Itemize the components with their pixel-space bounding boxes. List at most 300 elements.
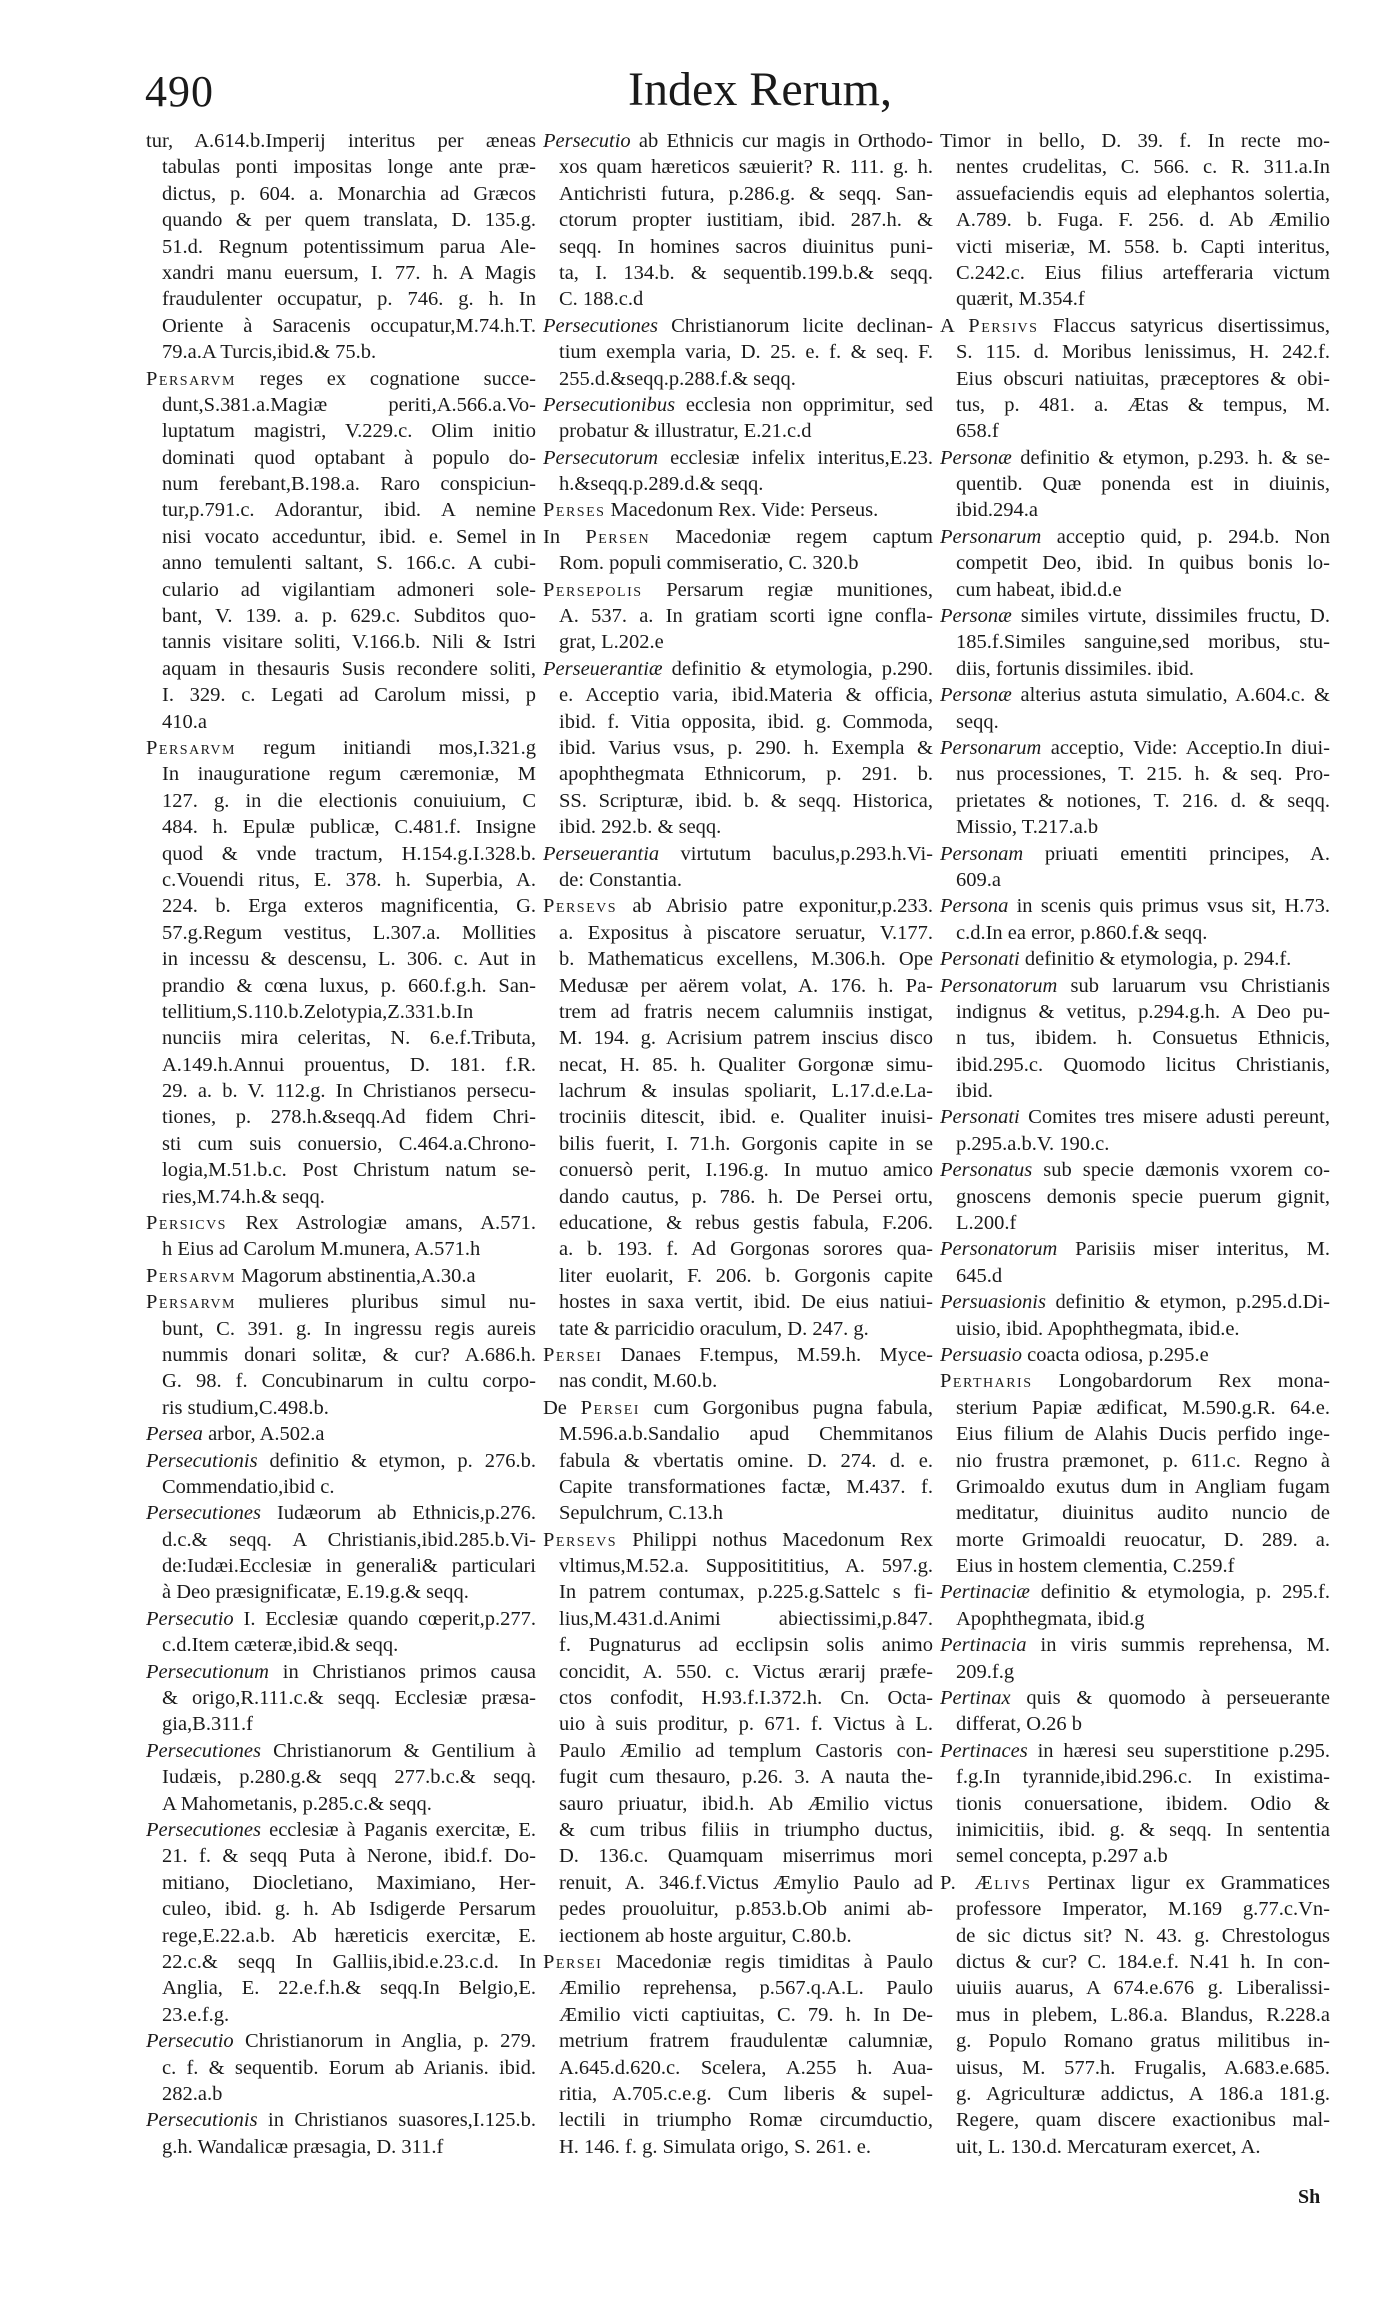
entry-text: reges ex cognatione succe- [235,367,536,390]
index-line: c.d.In ea error, p.860.f.& seqq. [956,921,1208,944]
index-entry-heading-line [543,1527,933,1553]
index-line: ta, I. 134.b. & sequentib.199.b.& seqq. [559,261,933,284]
index-line: c.Vouendi ritus, E. 378. h. Superbia, A. [162,868,536,891]
index-line: ctos confodit, H.93.f.I.372.h. Cn. Octa- [559,1687,933,1710]
index-entry-heading-line [146,735,536,761]
entry-text: definitio & etymologia, p. 294.f. [1019,948,1292,971]
index-line: p.295.a.b.V. 190.c. [956,1132,1110,1155]
index-line: fugit cum thesauro, p.26. 3. A nauta the- [559,1766,933,1789]
index-line: 609.a [956,868,1001,891]
index-line: tabulas ponti impositas longe ante præ- [162,156,536,179]
index-line: I. 329. c. Legati ad Carolum missi, p [162,684,536,707]
index-line: 21. f. & seqq Puta à Nerone, ibid.f. Do- [162,1845,536,1868]
entry-text: regum initiandi mos,I.321.g [235,736,536,759]
index-line: assuefaciendis equis ad elephantos solertia, [956,182,1330,205]
index-line: Eius in hostem clementia, C.259.f [956,1555,1235,1578]
index-entry-heading-line [543,577,933,603]
index-line: dictus, p. 604. a. Monarchia ad Græcos [162,182,536,205]
index-line: liter euolarit, F. 206. b. Gorgonis capite [559,1264,933,1287]
index-line: tium exempla varia, D. 25. e. f. & seq. F. [559,341,933,364]
index-line: C. 188.c.d [559,288,644,311]
index-line: & cum tribus filiis in triumpho ductus, [559,1819,933,1841]
index-line: bant, V. 139. a. p. 629.c. Subditos quo- [162,605,536,628]
index-line: tate & parricidio oraculum, D. 247. g. [559,1317,869,1340]
index-line: n tus, ibidem. h. Consuetus Ethnicis, [956,1027,1330,1050]
entry-text: in viris summis reprehensa, M. [1026,1634,1330,1657]
index-line: educatione, & rebus gestis fabula, F.206. [559,1212,933,1235]
index-line: nentes crudelitas, C. 566. c. R. 311.a.In [956,156,1330,179]
entry-headword: Persei [580,1396,640,1419]
index-line: tionis conuersatione, ibidem. Odio & [956,1792,1330,1815]
index-line: bilis fuerit, I. 71.h. Gorgonis capite in se [559,1132,933,1155]
index-line: c.d.Item cæteræ,ibid.& seqq. [162,1634,399,1657]
entry-text: Magorum abstinentia,A.30.a [235,1264,476,1287]
index-entry-heading-line [146,1500,536,1526]
entry-text: in Christianos primos causa [268,1660,536,1683]
entry-headword: Persecutio [146,1607,234,1630]
index-line: necat, H. 85. h. Qualiter Gorgonæ simu- [559,1053,933,1076]
index-line: Anglia, E. 22.e.f.h.& seqq.In Belgio,E. [162,1977,536,2000]
index-line: Eius filium de Alahis Ducis perfido inge- [956,1423,1330,1446]
entry-headword: Personarum [940,525,1042,548]
entry-text: in hæresi seu superstitione p.295. [1027,1739,1330,1762]
index-line: g.h. Wandalicæ præsagia, D. 311.f [162,2135,444,2158]
entry-headword: Persuasionis [940,1291,1046,1314]
index-entry-heading-line [146,1817,536,1843]
line-prefix: In [543,525,586,548]
index-entry-heading-line [940,1368,1330,1394]
index-entry-heading-line [146,1421,536,1447]
index-line: mitiano, Diocletiano, Maximiano, Her- [162,1871,536,1894]
index-line: 57.g.Regum vestitus, L.307.a. Mollities [162,921,536,944]
entry-headword: Persea [146,1423,203,1446]
index-line: c. f. & sequentib. Eorum ab Arianis. ibid. [162,2056,536,2079]
index-column-3 [940,128,1330,2160]
index-entry-heading-line [146,1606,536,1632]
entry-text: cum Gorgonibus pugna fabula, [639,1396,933,1419]
index-line: In inauguratione regum cæremoniæ, M [162,763,536,786]
entry-headword: Persecutiones [146,1819,261,1841]
entry-headword: Personæ [940,446,1012,469]
entry-headword: Persarvm [146,1264,236,1287]
index-line: dando cautus, p. 786. h. De Persei ortu, [559,1185,933,1208]
index-line: anno temulenti saltant, S. 166.c. A cubi- [162,552,536,575]
entry-headword: Persen [585,525,651,548]
index-line: rege,E.22.a.b. Ab hæreticis exercitæ, E. [162,1924,536,1947]
index-line: dictus & cur? C. 184.e.f. N.41 h. In con- [956,1950,1330,1973]
entry-headword: Pertinacia [940,1634,1027,1657]
entry-text: virtutum baculus,p.293.h.Vi- [659,842,933,865]
index-line: 209.f.g [956,1660,1015,1683]
index-line: inimicitiis, ibid. g. & seqq. In sententia [956,1819,1330,1841]
index-line: uit, L. 130.d. Mercaturam exercet, A. [956,2135,1261,2158]
index-entry-heading-line [146,1210,536,1236]
entry-text: priuati ementiti principes, A. [1023,842,1330,865]
index-line: M. 194. g. Acrisium patrem inscius disco [559,1027,933,1050]
line-prefix: De [543,1396,581,1419]
index-line: dominati quod optabant à populo do- [162,446,536,469]
index-line: prandio & cœna luxus, p. 660.f.g.h. San- [162,974,536,997]
index-line: semel concepta, p.297 a.b [956,1845,1168,1868]
entry-text: in Christianos suasores,I.125.b. [257,2109,536,2132]
index-entry-heading-line [543,497,933,523]
entry-headword: Persecutiones [146,1739,261,1762]
index-line: Grimoaldo exutus dum in Angliam fugam [956,1475,1330,1498]
entry-text: definitio & etymologia, p. 295.f. [1029,1581,1330,1604]
entry-text: Christianorum in Anglia, p. 279. [233,2030,536,2053]
index-entry-heading-line [940,524,1330,550]
index-line: culario ad vigilantiam admoneri sole- [162,578,536,601]
entry-text: Rex Astrologiæ amans, A.571. [226,1212,536,1235]
entry-text: arbor, A.502.a [202,1423,325,1446]
entry-headword: Pertharis [940,1370,1033,1393]
entry-headword: Persei [543,1343,603,1366]
index-entry-heading-line [543,1342,933,1368]
index-line: tiones, p. 278.h.&seqq.Ad fidem Chri- [162,1106,536,1129]
index-line: uisus, M. 577.h. Frugalis, A.683.e.685. [956,2056,1330,2079]
index-line: professore Imperator, M.169 g.77.c.Vn- [956,1898,1330,1921]
index-line: num ferebant,B.198.a. Raro conspiciun- [162,473,536,496]
index-entry-heading-line [543,392,933,418]
index-entry-heading-line [940,893,1330,919]
index-line: 23.e.f.g. [162,2003,230,2026]
entry-text: coacta odiosa, p.295.e [1022,1343,1209,1366]
entry-headword: Pertinaces [940,1739,1028,1762]
index-line: Regere, quam discere exactionibus mal- [956,2109,1330,2132]
index-line: xandri manu euersum, I. 77. h. A Magis [162,261,536,284]
index-line: nisi vocato acceduntur, ibid. e. Semel in [162,525,536,548]
index-entry-heading-line [940,973,1330,999]
index-line: sterium Papiæ ædificat, M.590.g.R. 64.e. [956,1396,1330,1419]
entry-headword: Perseuerantiæ [543,657,663,680]
index-line: S. 115. d. Moribus lenissimus, H. 242.f. [956,341,1330,364]
index-entry-heading-line [543,524,933,550]
index-line: Rom. populi commiseratio, C. 320.b [559,552,859,575]
index-line: seqq. In homines sacros diuinitus puni- [559,235,933,258]
entry-headword: Personæ [940,684,1012,707]
index-entry-heading-line [146,1263,536,1289]
index-line: victi miseriæ, M. 558. b. Capti interitus, [956,235,1330,258]
index-line: ries,M.74.h.& seqq. [162,1185,325,1208]
catchword: Sh [1298,2186,1321,2208]
entry-headword: Persepolis [543,578,643,601]
index-entry-heading-line [543,445,933,471]
index-entry-heading-line [543,1395,933,1421]
index-line: 29. a. b. V. 112.g. In Christianos persecu- [162,1080,536,1103]
index-line: 410.a [162,710,207,733]
entry-headword: Perses [543,499,606,522]
index-line: fraudulenter occupatur, p. 746. g. h. In [162,288,536,311]
index-entry-heading-line [940,445,1330,471]
index-line: mus in plebem, L.86.a. Blandus, R.228.a [956,2003,1330,2026]
index-line: sti cum suis conuersio, C.464.a.Chrono- [162,1132,536,1155]
index-line: Æmilio reprehensa, p.567.q.A.L. Paulo [559,1977,933,2000]
index-entry-heading-line [940,1685,1330,1711]
entry-headword: Persivs [968,314,1039,337]
entry-headword: Persevs [543,895,618,918]
entry-headword: Persecutiones [543,314,658,337]
entry-text: definitio & etymon, p.295.d.Di- [1045,1291,1330,1314]
entry-headword: Persecutio [543,130,631,152]
index-entry-heading-line [940,1738,1330,1764]
index-entry-heading-line [940,735,1330,761]
index-entry-heading-line [940,1632,1330,1658]
index-line: A.645.d.620.c. Scelera, A.255 h. Aua- [559,2056,933,2079]
entry-headword: Personati [940,1106,1020,1129]
entry-text: definitio & etymologia, p.290. [662,657,933,680]
entry-text: Iudæorum ab Ethnicis,p.276. [261,1502,536,1525]
entry-text: ecclesiæ infelix interitus,E.23. [658,446,933,469]
index-line: luptatum magistri, V.229.c. Olim initio [162,420,536,443]
entry-headword: Pertinaciæ [940,1581,1030,1604]
entry-headword: Persecutorum [543,446,659,469]
index-line: A.149.h.Annui prouentus, D. 181. f.R. [162,1053,536,1076]
index-line: culeo, ibid. g. h. Ab Isdigerde Persarum [162,1898,536,1921]
index-line: H. 146. f. g. Simulata origo, S. 261. e. [559,2135,872,2158]
index-line: A.789. b. Fuga. F. 256. d. Ab Æmilio [956,209,1330,232]
index-line: ritia, A.705.c.e.g. Cum liberis & supel- [559,2082,933,2105]
page-number: 490 [145,67,214,116]
index-line: pedes prouoluitur, p.853.b.Ob animi ab- [559,1898,933,1921]
index-line: 255.d.&seqq.p.288.f.& seqq. [559,367,796,390]
entry-headword: Personatorum [940,974,1058,997]
entry-text: Macedoniæ regem captum [650,525,933,548]
index-line: A Mahometanis, p.285.c.& seqq. [162,1792,432,1815]
entry-headword: Personam [940,842,1024,865]
index-line: Apophthegmata, ibid.g [956,1607,1145,1630]
index-line: Paulo Æmilio ad templum Castoris con- [559,1739,933,1762]
index-line: ibid.295.c. Quomodo licitus Christianis, [956,1053,1330,1076]
index-line: nunciis mira celeritas, N. 6.e.f.Tributa, [162,1027,536,1050]
index-line: 645.d [956,1264,1003,1287]
index-entry-heading-line [543,656,933,682]
index-column-1 [146,128,536,2160]
index-line: ris studium,C.498.b. [162,1396,329,1419]
index-line: L.200.f [956,1212,1017,1235]
index-line: quod & vnde tractum, H.154.g.I.328.b. [162,842,536,865]
index-entry-heading-line [940,682,1330,708]
index-column-2 [543,128,933,2160]
entry-text: ecclesiæ à Paganis exercitæ, E. [261,1819,536,1841]
index-line: Missio, T.217.a.b [956,816,1099,839]
index-entry-heading-line [940,1236,1330,1262]
index-line: lius,M.431.d.Animi abiectissimi,p.847. [559,1607,933,1630]
index-line: Eius obscuri natiuitas, præceptores & obi- [956,367,1330,390]
index-line: de sic dictus sit? N. 43. g. Chrestologus [956,1924,1330,1947]
index-line: 224. b. Erga exteros magnificentia, G. [162,895,536,918]
index-line: competit Deo, ibid. In quibus bonis lo- [956,552,1330,575]
index-entry-heading-line [146,1448,536,1474]
index-line: Sepulchrum, C.13.h [559,1502,723,1525]
index-line: 282.a.b [162,2082,223,2105]
entry-headword: Persarvm [146,1291,236,1314]
index-line: M.596.a.b.Sandalio apud Chemmitanos [559,1423,933,1446]
index-line: nus processiones, T. 215. h. & seq. Pro- [956,763,1330,786]
index-entry-heading-line [146,1738,536,1764]
entry-headword: Persuasio [940,1343,1022,1366]
index-line: uiuiis auarus, A 674.e.676 g. Liberalissi- [956,1977,1330,2000]
index-entry-heading-line [146,1289,536,1315]
entry-text: definitio & etymon, p. 276.b. [257,1449,536,1472]
index-line: aquam in thesauris Susis recondere soliti, [162,657,536,680]
index-line: bunt, C. 391. g. In ingressu regis aureis [162,1317,536,1340]
index-line: trem ad fratris necem calumniis instigat, [559,1000,933,1023]
index-line: quærit, M.354.f [956,288,1085,311]
entry-headword: Persecutio [146,2030,234,2053]
index-entry-heading-line [940,1104,1330,1130]
entry-text: I. Ecclesiæ quando cœperit,p.277. [233,1607,536,1630]
index-line: 22.c.& seqq In Galliis,ibid.e.23.c.d. In [162,1950,536,1973]
entry-text: Pertinax ligur ex Grammatices [1031,1871,1330,1894]
index-line: differat, O.26 b [956,1713,1083,1736]
index-line: G. 98. f. Concubinarum in cultu corpo- [162,1370,536,1393]
index-line: 658.f [956,420,999,443]
index-line: probatur & illustratur, E.21.c.d [559,420,812,443]
index-line: ctorum propter iustitiam, ibid. 287.h. & [559,209,933,232]
index-line: quando & per quem translata, D. 135.g. [162,209,536,232]
entry-text: Macedonum Rex. Vide: Perseus. [605,499,879,522]
entry-headword: Personæ [940,605,1012,628]
index-line: uio à suis proditur, p. 671. f. Victus à L. [559,1713,933,1736]
index-line: a. Expositus à piscatore seruatur, V.177. [559,921,933,944]
index-line: nummis donari solitæ, & cur? A.686.h. [162,1343,536,1366]
entry-text: mulieres pluribus simul nu- [235,1291,536,1314]
index-line: Medusæ per aërem volat, A. 176. h. Pa- [559,974,933,997]
index-entry-heading-line [940,1870,1330,1896]
index-entry-heading-line [940,946,1330,972]
index-entry-heading-line [940,1342,1330,1368]
index-line: 127. g. in die electionis conuiuium, C [162,789,536,812]
entry-text: similes virtute, dissimiles fructu, D. [1011,605,1330,628]
index-line: de:Iudæi.Ecclesiæ in generali& particulari [162,1555,536,1578]
index-entry-heading-line [940,1579,1330,1605]
index-line: prietates & notiones, T. 216. d. & seqq. [956,789,1330,812]
entry-headword: Personarum [940,736,1042,759]
index-line: de: Constantia. [559,868,682,891]
index-entry-heading-line [940,603,1330,629]
index-line: tellitium,S.110.b.Zelotypia,Z.331.b.In [162,1000,474,1023]
index-line: conuersò perit, I.196.g. In mutuo amico [559,1159,933,1182]
index-line: vltimus,M.52.a. Suppositititius, A. 597.g. [559,1555,933,1578]
index-entry-heading-line [146,2028,536,2054]
index-line: tus, p. 481. a. Ætas & tempus, M. [956,393,1330,416]
entry-headword: Pertinax [940,1687,1011,1710]
index-line: lachrum & insulas spoliarit, L.17.d.e.La- [559,1080,933,1103]
index-line: concidit, A. 550. c. Victus ærarij præfe- [559,1660,933,1683]
index-line: quentib. Quæ ponenda est in diuinis, [956,473,1330,496]
index-line: meditatur, diuinitus audito nuncio de [956,1502,1330,1525]
index-entry-heading-line [940,313,1330,339]
index-entry-heading-line [146,366,536,392]
index-line: C.242.c. Eius filius artefferaria victum [956,261,1330,284]
index-line: lectili in triumpho Romæ circumductio, [559,2109,933,2132]
entry-text: Flaccus satyricus disertissimus, [1038,314,1330,337]
entry-text: Longobardorum Rex mona- [1032,1370,1330,1393]
running-title: Index Rerum, [628,63,892,116]
index-line: seqq. [956,710,999,733]
entry-text: definitio & etymon, p.293. h. & se- [1011,446,1330,469]
entry-headword: Persecutionibus [543,393,676,416]
index-entry-heading-line [940,841,1330,867]
entry-text: acceptio quid, p. 294.b. Non [1041,525,1330,548]
index-line: tannis visitare soliti, V.166.b. Nili & Istri [162,631,536,654]
index-line: apophthegmata Ethnicorum, p. 291. b. [559,763,933,786]
index-line: f.g.In tyrannide,ibid.296.c. In existima- [956,1766,1330,1789]
index-entry-heading-line [940,1289,1330,1315]
index-line: dunt,S.381.a.Magiæ periti,A.566.a.Vo- [162,393,536,416]
index-line: logia,M.51.b.c. Post Christum natum se- [162,1159,536,1182]
index-line: Antichristi futura, p.286.g. & seqq. San- [559,182,933,205]
entry-text: Danaes F.tempus, M.59.h. Myce- [602,1343,933,1366]
entry-headword: Persevs [543,1528,618,1551]
index-line: nio frustra præmonet, p. 611.c. Regno à [956,1449,1330,1472]
index-line: 79.a.A Turcis,ibid.& 75.b. [162,341,377,364]
index-line: SS. Scripturæ, ibid. b. & seqq. Historica, [559,789,933,812]
index-line: diis, fortunis dissimiles. ibid. [956,657,1195,680]
entry-headword: Perseuerantia [543,842,660,865]
entry-text: sub specie dæmonis vxorem co- [1032,1159,1330,1182]
index-line: tur,p.791.c. Adorantur, ibid. A nemine [162,499,536,522]
index-line: ibid. [956,1080,994,1103]
index-line: sauro priuatur, ibid.h. Ab Æmilio victus [559,1792,933,1815]
index-line: In patrem contumax, p.225.g.Sattelc s fi- [559,1581,933,1604]
index-entry-heading-line [543,313,933,339]
index-line: Oriente à Saracenis occupatur,M.74.h.T. [162,314,536,337]
entry-headword: Personati [940,948,1020,971]
index-line: gia,B.311.f [162,1713,253,1736]
index-line: uisio, ibid. Apophthegmata, ibid.e. [956,1317,1240,1340]
entry-headword: Persecutionis [146,1449,258,1472]
entry-headword: Persecutionum [146,1660,269,1683]
index-line: Æmilio victi captiuitas, C. 79. h. In De- [559,2003,933,2026]
index-entry-heading-line [543,1949,933,1975]
index-line: grat, L.202.e [559,631,664,654]
index-line: fabula & vbertatis omine. D. 274. d. e. [559,1449,933,1472]
index-line: cum habeat, ibid.d.e [956,578,1122,601]
entry-text: ab Abrisio patre exponitur,p.233. [617,895,933,918]
entry-text: Comites tres misere adusti pereunt, [1019,1106,1330,1129]
entry-text: Parisiis miser interitus, M. [1057,1238,1330,1261]
entry-headword: Persei [543,1950,603,1973]
index-line: b. Mathematicus excellens, M.306.h. Ope [559,948,933,971]
index-line: trociniis ditescit, ibid. e. Qualiter inuisi- [559,1106,933,1129]
index-line: g. Agriculturæ addictus, A 186.a 181.g. [956,2082,1330,2105]
index-line: metrium fratrem fraudulentæ calumniæ, [559,2030,933,2053]
index-line: h.&seqq.p.289.d.& seqq. [559,473,764,496]
index-line: indignus & vetitus, p.294.g.h. A Deo pu- [956,1000,1330,1023]
entry-text: Christianorum licite declinan- [658,314,933,337]
index-line: hostes in saxa vertit, ibid. De eius natiui- [559,1291,933,1314]
index-line: g. Populo Romano gratus militibus in- [956,2030,1330,2053]
entry-text: ab Ethnicis cur magis in Orthodo- [630,130,933,152]
entry-headword: Persarvm [146,736,236,759]
index-line: A. 537. a. In gratiam scorti igne confla- [559,605,933,628]
index-entry-heading-line [146,1659,536,1685]
index-line: D. 136.c. Quamquam miserrimus mori [559,1845,933,1868]
index-line: Capite transformationes factæ, M.437. f. [559,1475,933,1498]
index-line: Commendatio,ibid c. [162,1475,335,1498]
entry-text: acceptio, Vide: Acceptio.In diui- [1041,736,1330,759]
index-line: gnoscens demonis specie puerum gignit, [956,1185,1330,1208]
entry-text: Philippi nothus Macedonum Rex [617,1528,933,1551]
entry-headword: Persecutionis [146,2109,258,2132]
index-line: 484. h. Epulæ publicæ, C.481.f. Insigne [162,816,536,839]
index-entry-heading-line [543,893,933,919]
index-line: ibid.294.a [956,499,1038,522]
index-line: Timor in bello, D. 39. f. In recte mo- [940,130,1330,152]
index-line: ibid. Varius vsus, p. 290. h. Exempla & [559,736,933,759]
entry-text: alterius astuta simulatio, A.604.c. & [1011,684,1330,707]
